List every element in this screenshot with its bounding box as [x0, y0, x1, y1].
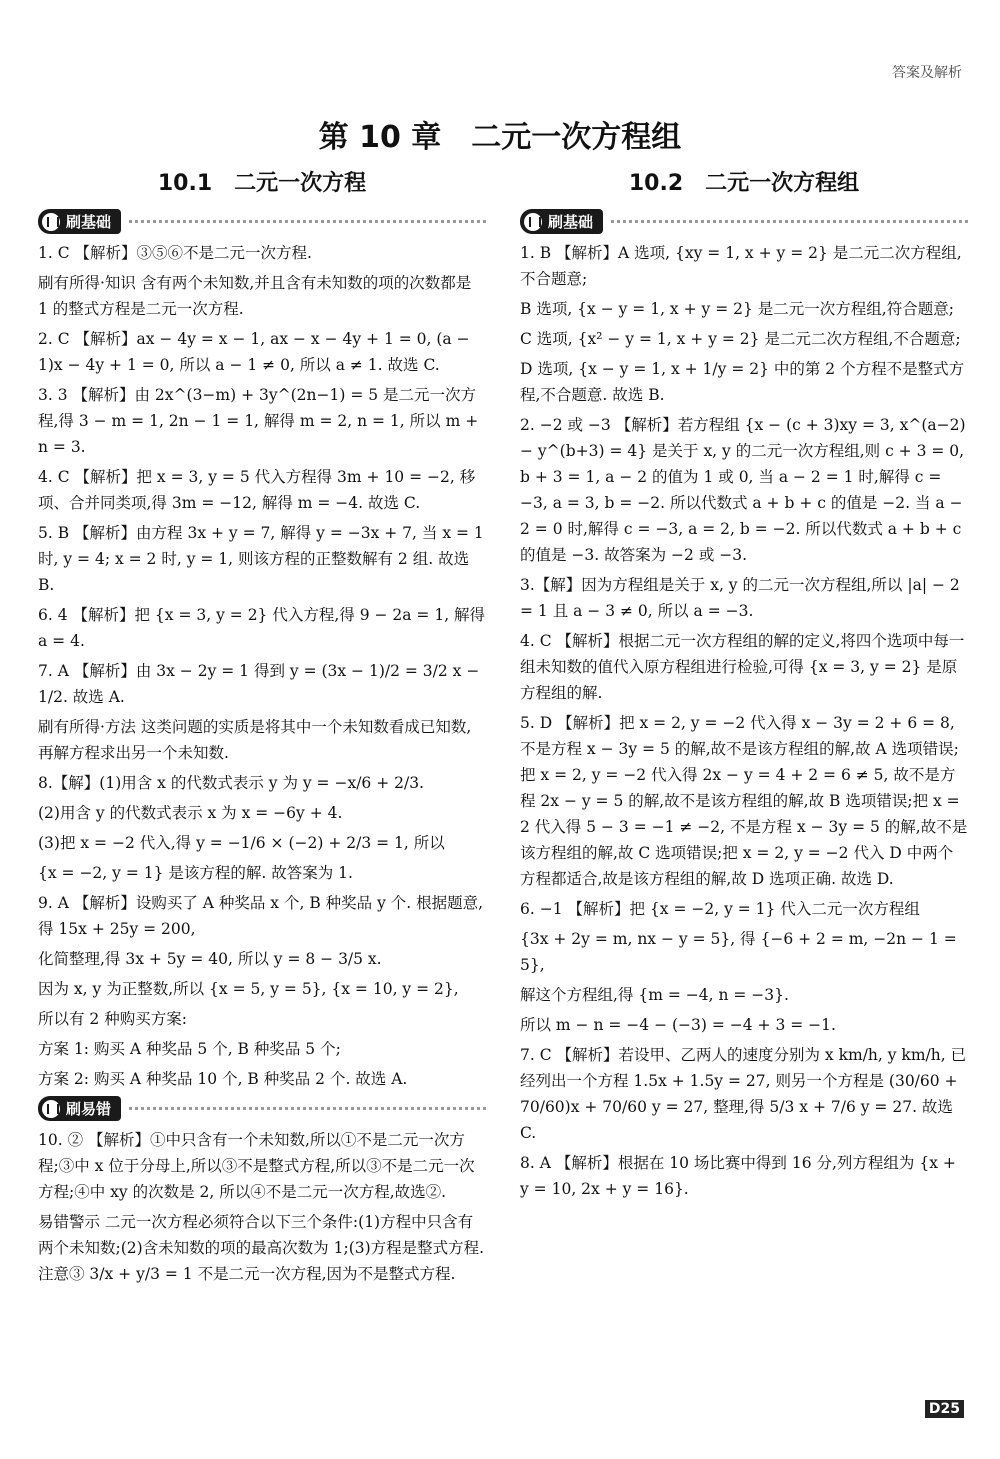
left-item-5: 5. B 【解析】由方程 3x + y = 7, 解得 y = −3x + 7, 当 x = 1 时, y = 4; x = 2 时, y = 1, 则该方程的正整数解有 2 组. 故选 B. — [38, 524, 484, 594]
left-item-8b: (2)用含 y 的代数式表示 x 为 x = −6y + 4. — [38, 804, 343, 822]
left-item-warning: 易错警示 二元一次方程必须符合以下三个条件:(1)方程中只含有两个未知数;(2)含未知数的项的最高次数为 1;(3)方程是整式方程. 注意③ 3/x + y/3 = 1 不是二元一次方程,因为不是整式方程. — [38, 1213, 485, 1283]
left-item-6: 6. 4 【解析】把 {x = 3, y = 2} 代入方程,得 9 − 2a = 1, 解得 a = 4. — [38, 606, 486, 650]
section-title-10-2: 10.2 二元一次方程组 — [628, 171, 860, 196]
brush-icon — [42, 213, 60, 231]
left-item-tip-1: 刷有所得·知识 含有两个未知数,并且含有未知数的项的次数都是 1 的整式方程是二元一次方程. — [38, 274, 472, 318]
left-item-7: 7. A 【解析】由 3x − 2y = 1 得到 y = (3x − 1)/2 = 3/2 x − 1/2. 故选 A. — [38, 662, 480, 706]
right-item-2: 2. −2 或 −3 【解析】若方程组 {x − (c + 3)xy = 3, x^(a−2) − y^(b+3) = 4} 是关于 x, y 的二元一次方程组,则 c + 3 = 0, b + 3 = 1, a − 2 的值为 1 或 0, 当 a − 2 = 1 时,解得 c = −3, a = 3, b = −2. 所以代数式 a + b + c 的值是 −2. 当 a − 2 = 0 时,解得 c = −3, a = 2, b = −2. 所以代数式 a + b + c 的值是 −3. 故答案为 −2 或 −3. — [520, 416, 966, 564]
badge-error: 刷易错 — [38, 1096, 121, 1121]
page-number: D25 — [925, 1400, 964, 1418]
right-item-6c: 解这个方程组,得 {m = −4, n = −3}. — [520, 986, 789, 1004]
left-item-9d: 所以有 2 种购买方案: — [38, 1010, 187, 1028]
left-column — [38, 166, 486, 1291]
right-item-7: 7. C 【解析】若设甲、乙两人的速度分别为 x km/h, y km/h, 已经列出一个方程 1.5x + 1.5y = 27, 则另一个方程是 (30/60 + 70/60)x + 70/60 y = 27, 整理,得 5/3 x + 7/6 y = 27. 故选 C. — [520, 1046, 967, 1142]
right-item-3: 3.【解】因为方程组是关于 x, y 的二元一次方程组,所以 |a| − 2 = 1 且 a − 3 ≠ 0, 所以 a = −3. — [520, 576, 960, 620]
header-label: 答案及解析 — [892, 65, 962, 81]
right-item-6d: 所以 m − n = −4 − (−3) = −4 + 3 = −1. — [520, 1016, 836, 1034]
brush-icon — [42, 1100, 60, 1118]
right-item-1d: D 选项, {x − y = 1, x + 1/y = 2} 中的第 2 个方程不是整式方程,不合题意. 故选 B. — [520, 360, 965, 404]
right-item-6b: {3x + 2y = m, nx − y = 5}, 得 {−6 + 2 = m, −2n − 1 = 5}, — [520, 930, 957, 974]
left-item-10: 10. ② 【解析】①中只含有一个未知数,所以①不是二元一次方程;③中 x 位于分母上,所以③不是整式方程,所以③不是二元一次方程;④中 xy 的次数是 2, 所以④不是二元一次方程,故选②. — [38, 1131, 475, 1201]
right-item-8: 8. A 【解析】根据在 10 场比赛中得到 16 分,列方程组为 {x + y = 10, 2x + y = 16}. — [520, 1154, 956, 1198]
dotted-divider — [129, 220, 486, 223]
left-item-4: 4. C 【解析】把 x = 3, y = 5 代入方程得 3m + 10 = −2, 移项、合并同类项,得 3m = −12, 解得 m = −4. 故选 C. — [38, 468, 476, 512]
left-item-9a: 9. A 【解析】设购买了 A 种奖品 x 个, B 种奖品 y 个. 根据题意,得 15x + 25y = 200, — [38, 894, 484, 938]
right-item-1b: B 选项, {x − y = 1, x + y = 2} 是二元一次方程组,符合题意; — [520, 300, 954, 318]
dotted-divider — [611, 220, 968, 223]
left-item-9f: 方案 2: 购买 A 种奖品 10 个, B 种奖品 2 个. 故选 A. — [38, 1070, 408, 1088]
right-item-1a: 1. B 【解析】A 选项, {xy = 1, x + y = 2} 是二元二次方程组,不合题意; — [520, 244, 962, 288]
left-item-8c: (3)把 x = −2 代入,得 y = −1/6 × (−2) + 2/3 = 1, 所以 — [38, 834, 445, 852]
badge-row-basic-left — [38, 209, 486, 234]
left-item-9e: 方案 1: 购买 A 种奖品 5 个, B 种奖品 5 个; — [38, 1040, 341, 1058]
left-item-8d: {x = −2, y = 1} 是该方程的解. 故答案为 1. — [38, 864, 353, 882]
brush-icon — [524, 213, 542, 231]
right-item-1c: C 选项, {x² − y = 1, x + y = 2} 是二元二次方程组,不合题意; — [520, 330, 961, 348]
right-item-5: 5. D 【解析】把 x = 2, y = −2 代入得 x − 3y = 2 + 6 = 8, 不是方程 x − 3y = 5 的解,故不是该方程组的解,故 A 选项错误;把 x = 2, y = −2 代入得 2x − y = 4 + 2 = 6 ≠ 5, 故不是方程 2x − y = 5 的解,故不是该方程组的解,故 B 选项错误;把 x = 2 代入得 5 − 3 = −1 ≠ −2, 不是方程 x − 3y = 5 的解,故不是该方程组的解,故 C 选项错误;把 x = 2, y = −2 代入 D 中两个方程都适合,故是该方程组的解,故 D 选项正确. 故选 D. — [520, 714, 968, 888]
left-item-2: 2. C 【解析】ax − 4y = x − 1, ax − x − 4y + 1 = 0, (a − 1)x − 4y + 1 = 0, 所以 a − 1 ≠ 0, 所以 a ≠ 1. 故选 C. — [38, 330, 470, 374]
badge-basic: 刷基础 — [38, 209, 121, 234]
badge-row-basic-right — [520, 209, 968, 234]
left-item-9b: 化简整理,得 3x + 5y = 40, 所以 y = 8 − 3/5 x. — [38, 950, 382, 968]
chapter-title: 第 10 章 二元一次方程组 — [318, 120, 682, 155]
left-item-8a: 8.【解】(1)用含 x 的代数式表示 y 为 y = −x/6 + 2/3. — [38, 774, 425, 792]
section-title-10-1: 10.1 二元一次方程 — [157, 171, 367, 196]
right-item-4: 4. C 【解析】根据二元一次方程组的解的定义,将四个选项中每一组未知数的值代入原方程组进行检验,可得 {x = 3, y = 2} 是原方程组的解. — [520, 632, 965, 702]
left-item-3: 3. 3 【解析】由 2x^(3−m) + 3y^(2n−1) = 5 是二元一次方程,得 3 − m = 1, 2n − 1 = 1, 解得 m = 2, n = 1, 所以 m + n = 3. — [38, 386, 479, 456]
left-item-tip-2: 刷有所得·方法 这类问题的实质是将其中一个未知数看成已知数,再解方程求出另一个未知数. — [38, 718, 472, 762]
right-item-6a: 6. −1 【解析】把 {x = −2, y = 1} 代入二元一次方程组 — [520, 900, 920, 918]
dotted-divider — [129, 1107, 486, 1110]
badge-row-error — [38, 1096, 486, 1121]
badge-basic: 刷基础 — [520, 209, 603, 234]
left-item-1: 1. C 【解析】③⑤⑥不是二元一次方程. — [38, 244, 312, 262]
left-item-9c: 因为 x, y 为正整数,所以 {x = 5, y = 5}, {x = 10, y = 2}, — [38, 980, 459, 998]
right-column — [520, 166, 968, 1206]
